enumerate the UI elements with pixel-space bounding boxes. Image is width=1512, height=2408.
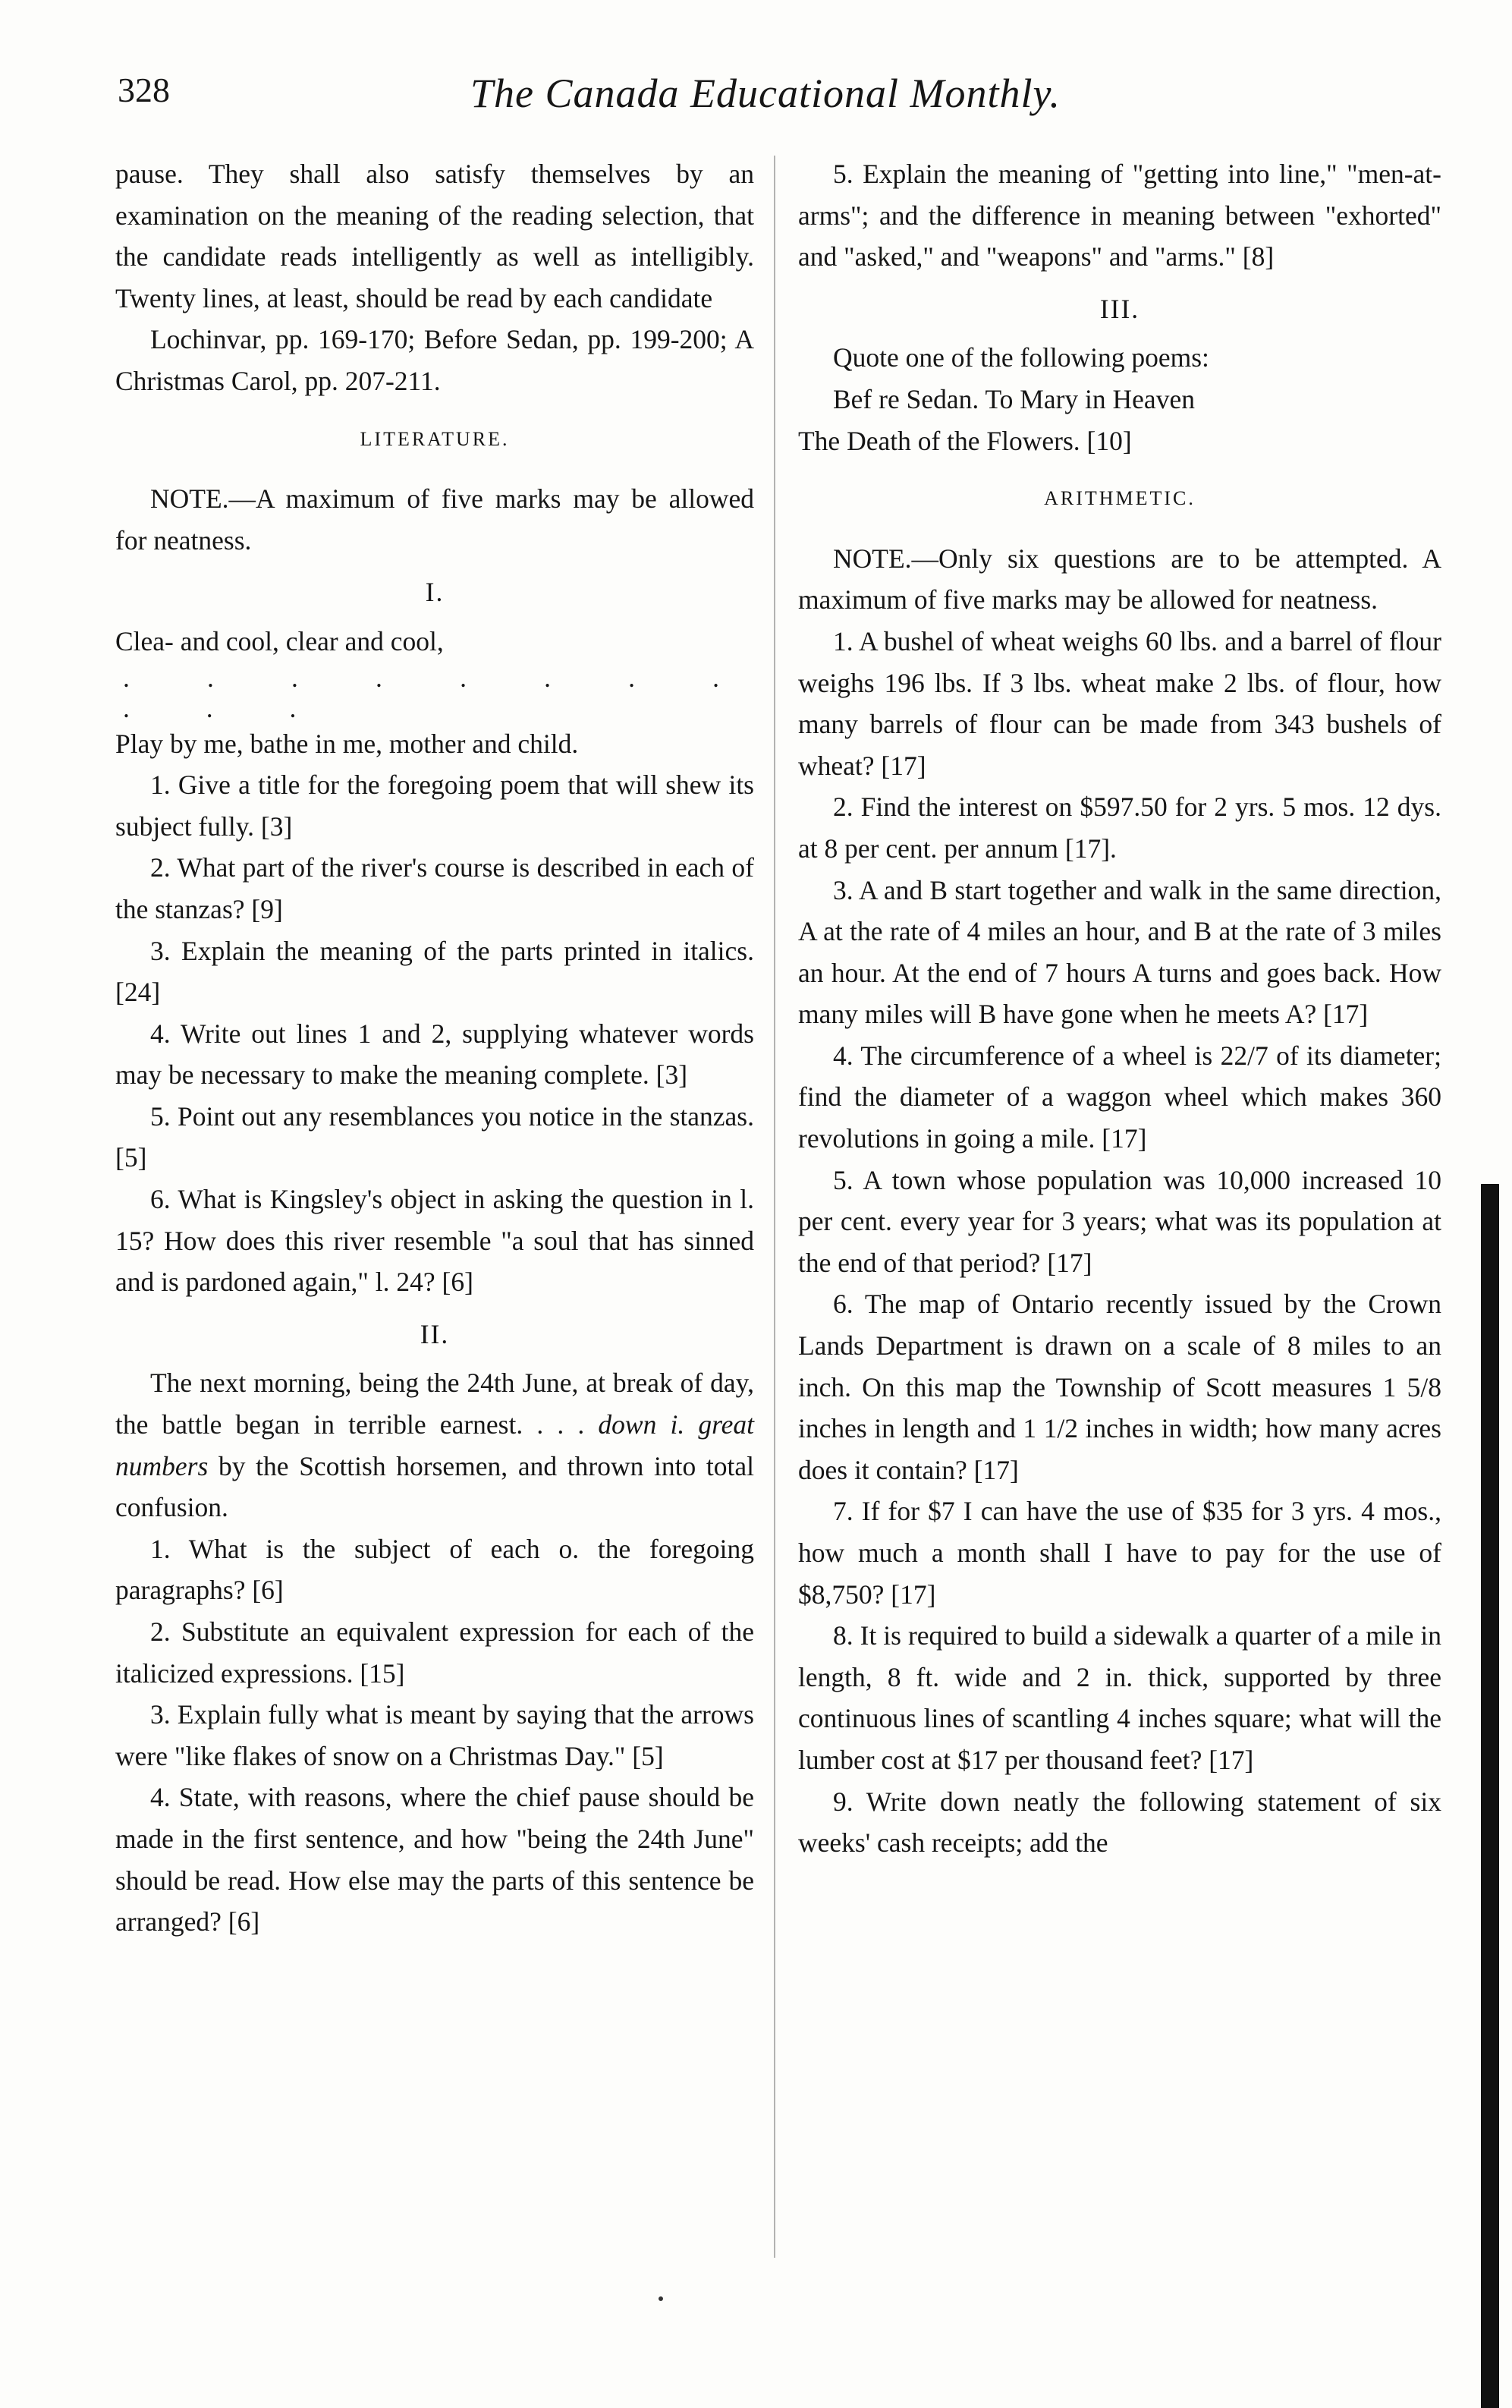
arithmetic-question-1: 1. A bushel of wheat weighs 60 lbs. and a barrel of flour weighs 196 lbs. If 3 lbs. wheat make 2 lbs. of flour, how many barrels of flour can be made from 343 bushels of wheat? [17]	[798, 625, 1441, 781]
section-numeral-i: I.	[425, 577, 445, 608]
reading-selections: Lochinvar, pp. 169-170; Before Sedan, pp. 199-200; A Christmas Carol, pp. 207-211.	[115, 324, 754, 396]
page-header	[0, 70, 1512, 131]
passage-italic-2: great numbers	[115, 1409, 755, 1481]
right-column	[798, 153, 1441, 1864]
page-number: 328	[118, 71, 170, 109]
question-ii-1: 1. What is the subject of each o. the foregoing paragraphs? [6]	[115, 1533, 754, 1606]
section-numeral-iii: III.	[1099, 293, 1140, 324]
question-i-1: 1. Give a title for the foregoing poem that will shew its subject fully. [3]	[115, 770, 754, 842]
question-ii-4: 4. State, with reasons, where the chief pause should be made in the first sentence, and how "being the 24th June" should be read. How else may the parts of this sentence be arranged? [6]	[115, 1782, 754, 1937]
quote-intro: Quote one of the following poems:	[833, 342, 1209, 373]
question-i-5: 5. Point out any resemblances you notice in the stanzas. [5]	[115, 1100, 754, 1173]
arithmetic-question-3: 3. A and B start together and walk in the same direction, A at the rate of 4 miles an hour, and B at the rate of 3 miles an hour. At the end of 7 hours A turns and goes back. How many miles will B have gone when he meets A? [17]	[798, 874, 1441, 1030]
passage-text-a: The next morning, being the 24th June, at break of day, the battle began in terrible earnest. . . .	[115, 1368, 754, 1440]
intro-paragraph: pause. They shall also satisfy themselves by an examination on the meaning of the reading selection, that the candidate reads intelligently as well as intelligibly. Twenty lines, at least, should be read by each candidate	[115, 159, 754, 313]
question-i-4: 4. Write out lines 1 and 2, supplying whatever words may be necessary to make the meaning complete. [3]	[115, 1018, 754, 1091]
question-ii-3: 3. Explain fully what is meant by saying that the arrows were "like flakes of snow on a Christmas Day." [5]	[115, 1699, 754, 1771]
arithmetic-heading: ARITHMETIC.	[1044, 487, 1196, 510]
poem-choices-line-2: The Death of the Flowers. [10]	[798, 425, 1132, 456]
question-i-6: 6. What is Kingsley's object in asking the question in l. 15? How does this river resemble "a soul that has sinned and is pardoned again," l. 24? [6]	[115, 1184, 754, 1298]
column-divider	[774, 156, 775, 2258]
poem-line-2: Play by me, bathe in me, mother and child.	[115, 728, 579, 759]
question-ii-2: 2. Substitute an equivalent expression for each of the italicized expressions. [15]	[115, 1616, 754, 1689]
print-speck	[659, 2296, 663, 2301]
literature-note: NOTE.—A maximum of five marks may be allowed for neatness.	[115, 483, 754, 556]
arithmetic-question-6: 6. The map of Ontario recently issued by the Crown Lands Department is drawn on a scale of 8 miles to an inch. On this map the Township of Scott measures 1 5/8 inches in length and 1 1/2 inches in width; how many acres does it contain? [17]	[798, 1289, 1441, 1485]
arithmetic-question-2: 2. Find the interest on $597.50 for 2 yrs. 5 mos. 12 dys. at 8 per cent. per annum [17].	[798, 792, 1441, 864]
question-ii-5: 5. Explain the meaning of "getting into line," "men-at-arms"; and the difference in meaning between "exhorted" and "asked," and "weapons" and "arms." [8]	[798, 159, 1441, 272]
arithmetic-note: NOTE.—Only six questions are to be attempted. A maximum of five marks may be allowed for neatness.	[798, 543, 1441, 615]
prose-passage	[115, 1362, 754, 1528]
arithmetic-question-4: 4. The circumference of a wheel is 22/7 of its diameter; find the diameter of a waggon wheel which makes 360 revolutions in going a mile. [17]	[798, 1040, 1441, 1154]
arithmetic-question-8: 8. It is required to build a sidewalk a quarter of a mile in length, 8 ft. wide and 2 in. thick, supported by three continuous lines of scantling 4 inches square; what will the lumber cost at $17 per thousand feet? [17]	[798, 1620, 1441, 1775]
question-i-2: 2. What part of the river's course is described in each of the stanzas? [9]	[115, 852, 754, 924]
running-title: The Canada Educational Monthly.	[470, 71, 1061, 116]
arithmetic-question-9: 9. Write down neatly the following statement of six weeks' cash receipts; add the	[798, 1786, 1441, 1859]
scan-edge-shadow	[1481, 1184, 1499, 2408]
arithmetic-question-5: 5. A town whose population was 10,000 increased 10 per cent. every year for 3 years; what was its population at the end of that period? [17]	[798, 1164, 1441, 1278]
poem-ellipsis: . . . . . . . . . . .	[123, 662, 754, 723]
passage-italic-1: down i.	[598, 1409, 685, 1440]
arithmetic-question-7: 7. If for $7 I can have the use of $35 for 3 yrs. 4 mos., how much a month shall I have to pay for the use of $8,750? [17]	[798, 1496, 1441, 1610]
left-column	[115, 153, 754, 1943]
poem-choices-line-1: Bef re Sedan. To Mary in Heaven	[833, 383, 1195, 414]
question-i-3: 3. Explain the meaning of the parts printed in italics. [24]	[115, 935, 754, 1008]
poem-line-1: Clea- and cool, clear and cool,	[115, 625, 444, 656]
literature-heading: LITERATURE.	[360, 427, 510, 450]
section-numeral-ii: II.	[420, 1318, 450, 1349]
passage-text-b: by the Scottish horsemen, and thrown into total confusion.	[115, 1450, 755, 1523]
